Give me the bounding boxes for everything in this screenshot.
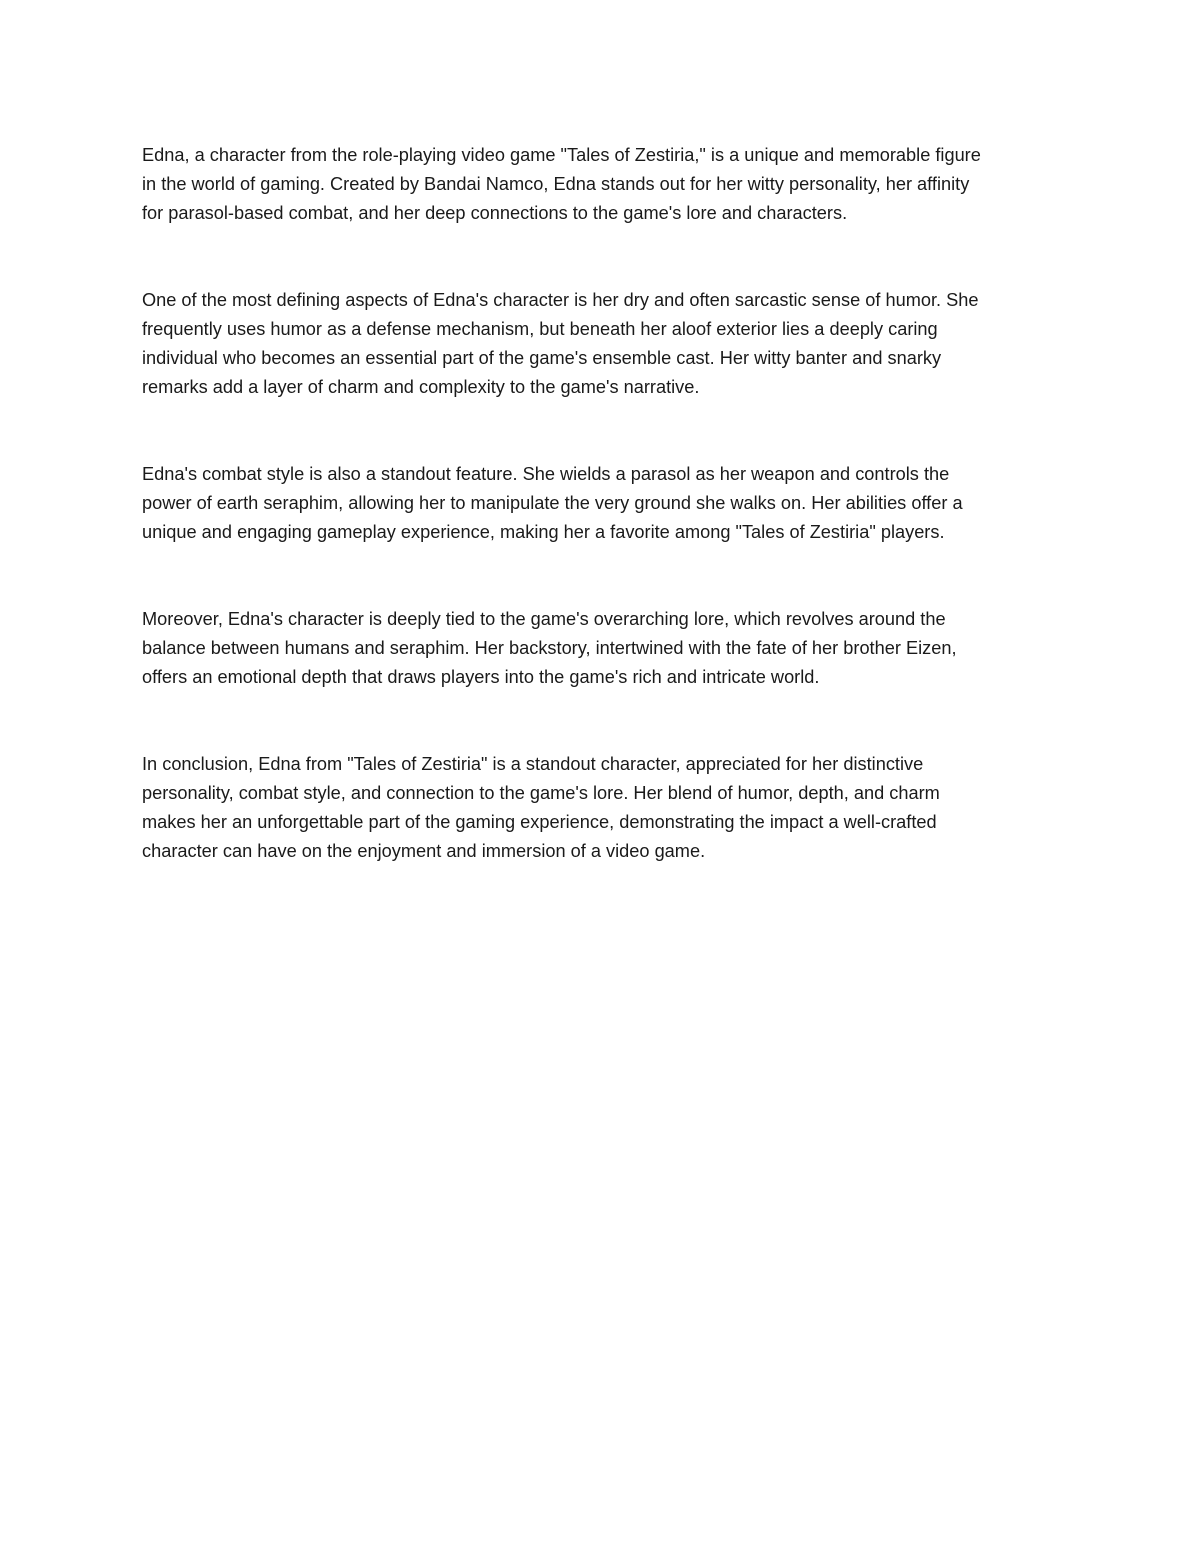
paragraph-conclusion [142,750,1062,866]
paragraph-intro [142,141,1062,228]
text-line: character can have on the enjoyment and immersion of a video game. [142,841,706,861]
document-body [142,141,1062,924]
text-line: remarks add a layer of charm and complexity to the game's narrative. [142,377,700,397]
paragraph-combat [142,460,1062,547]
text-line: makes her an unforgettable part of the gaming experience, demonstrating the impact a well-crafted [142,812,937,832]
text-line: power of earth seraphim, allowing her to manipulate the very ground she walks on. Her abilities offer a [142,493,963,513]
text-line: in the world of gaming. Created by Bandai Namco, Edna stands out for her witty personality, her affinity [142,174,970,194]
paragraph-lore [142,605,1062,692]
text-line: unique and engaging gameplay experience, making her a favorite among "Tales of Zestiria" players. [142,522,945,542]
text-line: Edna, a character from the role-playing video game "Tales of Zestiria," is a unique and memorable figure [142,145,981,165]
text-line: offers an emotional depth that draws players into the game's rich and intricate world. [142,667,820,687]
paragraph-humor [142,286,1062,402]
text-line: Edna's combat style is also a standout feature. She wields a parasol as her weapon and controls the [142,464,950,484]
text-line: Moreover, Edna's character is deeply tied to the game's overarching lore, which revolves around the [142,609,946,629]
text-line: for parasol-based combat, and her deep connections to the game's lore and characters. [142,203,848,223]
text-line: In conclusion, Edna from "Tales of Zestiria" is a standout character, appreciated for her distinctive [142,754,924,774]
text-line: One of the most defining aspects of Edna's character is her dry and often sarcastic sense of humor. She [142,290,979,310]
text-line: individual who becomes an essential part of the game's ensemble cast. Her witty banter and snarky [142,348,942,368]
text-line: personality, combat style, and connection to the game's lore. Her blend of humor, depth, and charm [142,783,940,803]
text-line: balance between humans and seraphim. Her backstory, intertwined with the fate of her brother Eizen, [142,638,957,658]
text-line: frequently uses humor as a defense mechanism, but beneath her aloof exterior lies a deeply caring [142,319,938,339]
